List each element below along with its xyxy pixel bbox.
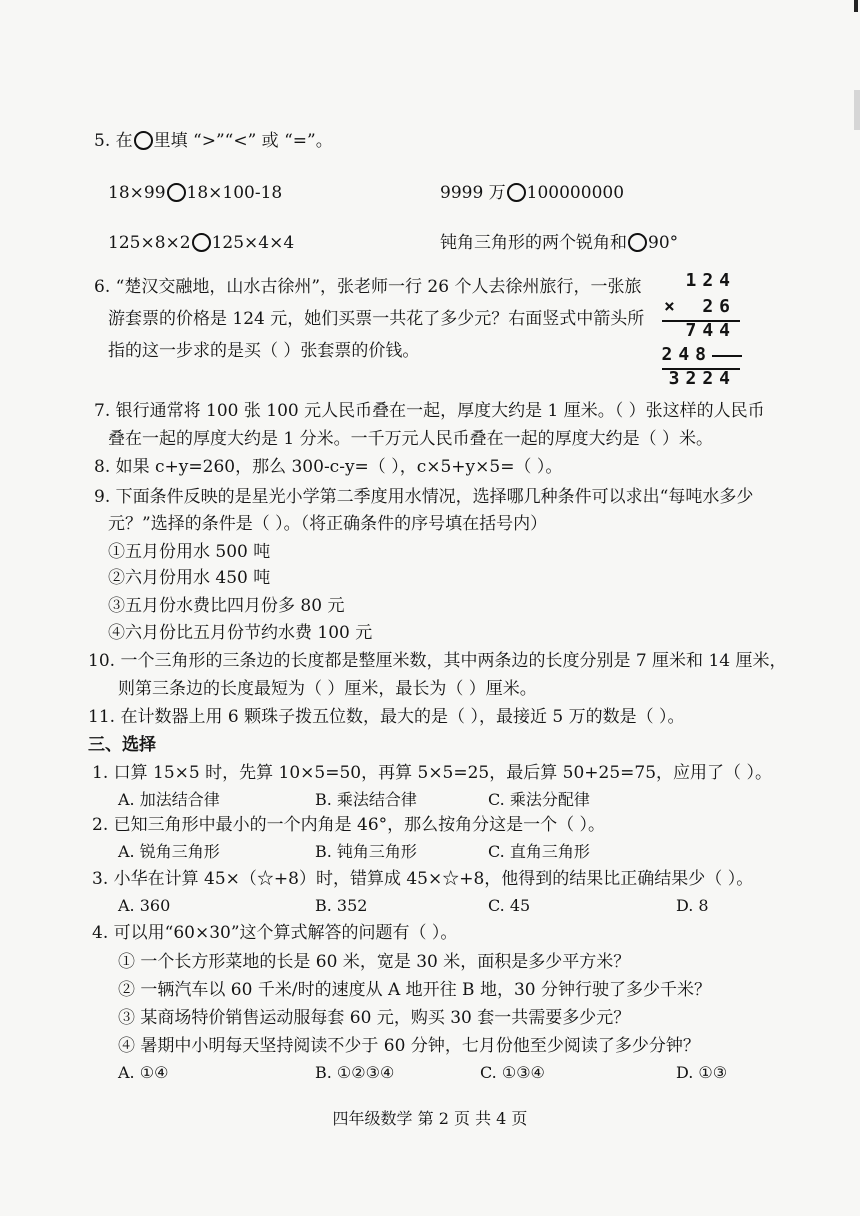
choice-q4-item-4: ④ 暑期中小明每天坚持阅读不少于 60 分钟，七月份他至少阅读了多少分钟？ (118, 1036, 700, 1056)
calc-product: 3224 (668, 368, 736, 389)
q6-line-3: 指的这一步求的是买（ ）张套票的价钱。 (108, 341, 420, 361)
calc-partial-1: 744 (685, 320, 736, 341)
q5-item-d (440, 232, 678, 254)
choice-q4: 4. 可以用“60×30”这个算式解答的问题有（ ）。 (92, 923, 458, 943)
choice-q3-option-a[interactable]: A. 360 (118, 896, 171, 915)
section-title: 三、选择 (88, 735, 156, 755)
choice-q1-option-c[interactable]: C. 乘法分配律 (488, 790, 590, 809)
q5-d-left: 钝角三角形的两个锐角和 (440, 233, 627, 253)
choice-q1: 1. 口算 15×5 时，先算 10×5=50，再算 5×5=25，最后算 50+25=75，应用了（ ）。 (92, 763, 772, 783)
blank-circle-icon[interactable] (628, 233, 647, 252)
q5-b-left: 9999 万 (440, 183, 506, 203)
q5-b-right: 100000000 (526, 183, 625, 203)
q5-title-tail: 里填 “>”“<” 或 “=”。 (153, 131, 333, 151)
calc-times-sign: × (664, 296, 681, 317)
corner-mark (854, 0, 858, 12)
choice-q3-option-c[interactable]: C. 45 (488, 896, 531, 915)
choice-q1-option-b[interactable]: B. 乘法结合律 (315, 790, 417, 809)
blank-circle-icon (134, 131, 153, 150)
q5-a-left: 18×99 (108, 183, 166, 203)
q5-item-b (440, 182, 624, 204)
q9-condition-3: ③五月份水费比四月份多 80 元 (108, 596, 345, 616)
q9-condition-1: ①五月份用水 500 吨 (108, 542, 271, 562)
q5-item-a (108, 182, 282, 204)
choice-q3-option-b[interactable]: B. 352 (315, 896, 368, 915)
arrow-icon (712, 355, 742, 357)
q9-line-1: 9. 下面条件反映的是星光小学第二季度用水情况，选择哪几种条件可以求出“每吨水多少 (94, 487, 754, 507)
q7-line-2: 叠在一起的厚度大约是 1 分米。一千万元人民币叠在一起的厚度大约是（ ）米。 (108, 429, 714, 449)
choice-q4-item-3: ③ 某商场特价销售运动服每套 60 元，购买 30 套一共需要多少元？ (118, 1008, 631, 1028)
q5-title (94, 130, 333, 152)
q7-line-1: 7. 银行通常将 100 张 100 元人民币叠在一起，厚度大约是 1 厘米。（ ）张这样的人民币 (94, 401, 765, 421)
blank-circle-icon[interactable] (192, 233, 211, 252)
choice-q4-item-1: ① 一个长方形菜地的长是 60 米，宽是 30 米，面积是多少平方米？ (118, 952, 631, 972)
scan-edge (854, 90, 860, 130)
blank-circle-icon[interactable] (167, 183, 186, 202)
q11-line-1: 11. 在计数器上用 6 颗珠子拨五位数，最大的是（ ），最接近 5 万的数是（ ）。 (88, 707, 685, 727)
choice-q4-option-c[interactable]: C. ①③④ (480, 1063, 545, 1082)
q10-line-1: 10. 一个三角形的三条边的长度都是整厘米数，其中两条边的长度分别是 7 厘米和 14 厘米， (88, 651, 787, 671)
q5-item-c (108, 232, 294, 254)
q6-line-1: 6. “楚汉交融地，山水古徐州”，张老师一行 26 个人去徐州旅行，一张旅 (94, 277, 642, 297)
choice-q2: 2. 已知三角形中最小的一个内角是 46°，那么按角分这是一个（ ）。 (92, 815, 606, 835)
q8-line-1: 8. 如果 c+y=260，那么 300-c-y=（ ），c×5+y×5=（ ）。 (94, 457, 563, 477)
q9-condition-4: ④六月份比五月份节约水费 100 元 (108, 623, 373, 643)
choice-q4-option-d[interactable]: D. ①③ (676, 1063, 728, 1082)
q5-a-right: 18×100-18 (186, 183, 283, 203)
calc-multiplicand: 124 (685, 270, 736, 291)
choice-q2-option-c[interactable]: C. 直角三角形 (488, 842, 590, 861)
choice-q2-option-b[interactable]: B. 钝角三角形 (315, 842, 417, 861)
q5-c-right: 125×4×4 (211, 233, 295, 253)
q5-title-head: 5. 在 (94, 131, 133, 151)
page-footer: 四年级数学 第 2 页 共 4 页 (332, 1109, 528, 1128)
q9-condition-2: ②六月份用水 450 吨 (108, 568, 271, 588)
calc-partial-2: 248 (661, 344, 712, 365)
q6-line-2: 游套票的价格是 124 元，她们买票一共花了多少元？右面竖式中箭头所 (108, 309, 645, 329)
blank-circle-icon[interactable] (507, 183, 526, 202)
choice-q3-option-d[interactable]: D. 8 (676, 896, 709, 915)
choice-q3: 3. 小华在计算 45×（☆+8）时，错算成 45×☆+8，他得到的结果比正确结果少（ ）。 (92, 869, 754, 889)
choice-q4-item-2: ② 一辆汽车以 60 千米/时的速度从 A 地开往 B 地，30 分钟行驶了多少千米？ (118, 980, 711, 1000)
choice-q2-option-a[interactable]: A. 锐角三角形 (118, 842, 220, 861)
q5-c-left: 125×8×2 (108, 233, 191, 253)
calc-multiplier: 26 (702, 296, 736, 317)
choice-q4-option-b[interactable]: B. ①②③④ (315, 1063, 395, 1082)
q5-d-right: 90° (648, 233, 679, 253)
choice-q4-option-a[interactable]: A. ①④ (118, 1063, 169, 1082)
q10-line-2: 则第三条边的长度最短为（ ）厘米，最长为（ ）厘米。 (118, 679, 537, 699)
q9-line-2: 元？”选择的条件是（ ）。（将正确条件的序号填在括号内） (108, 514, 548, 534)
choice-q1-option-a[interactable]: A. 加法结合律 (118, 790, 220, 809)
